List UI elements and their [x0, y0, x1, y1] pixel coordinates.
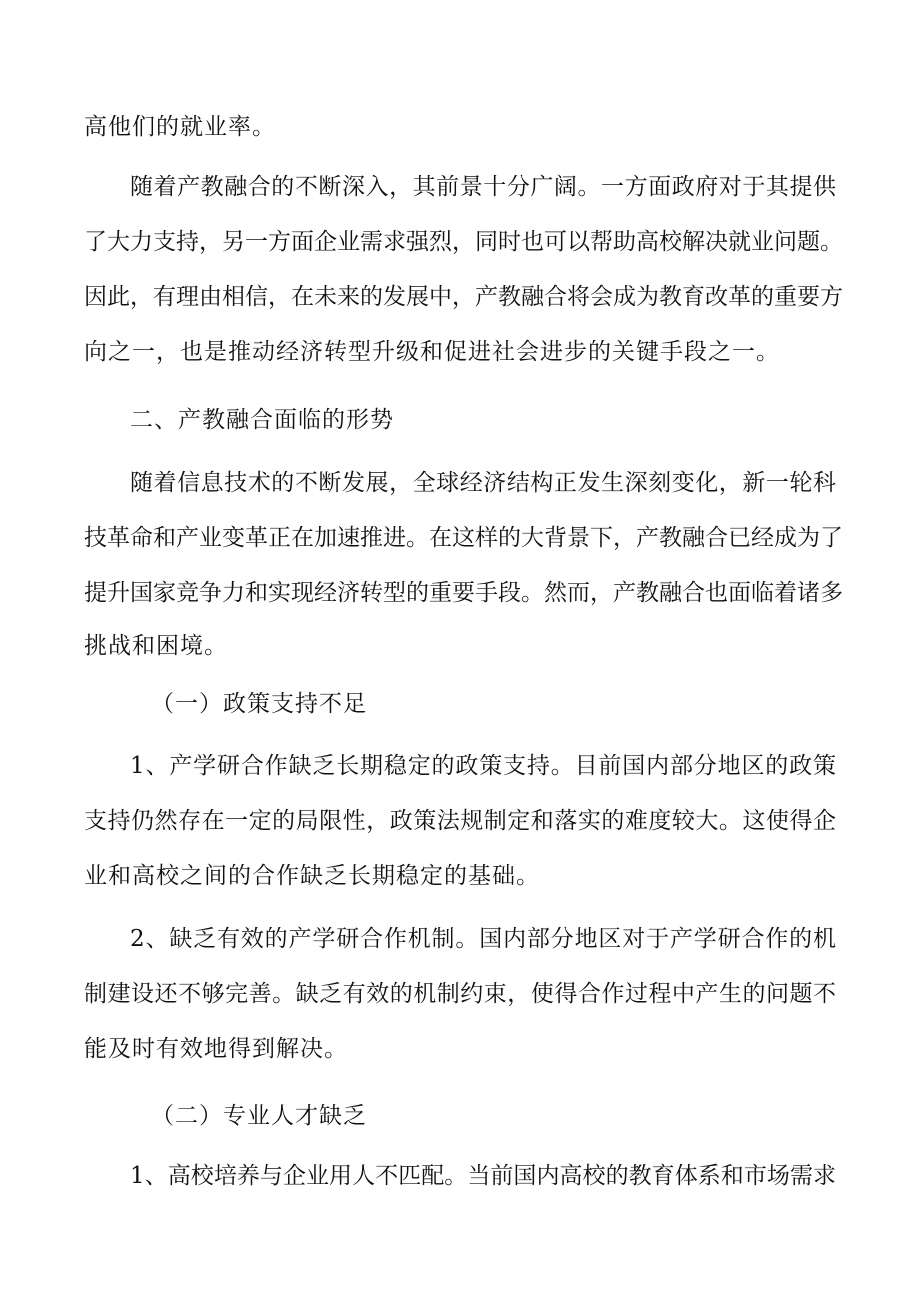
paragraph-line: 1、高校培养与企业用人不匹配。当前国内高校的教育体系和市场需求	[130, 1163, 836, 1189]
paragraph-line: 技革命和产业变革正在加速推进。在这样的大背景下，产教融合已经成为了	[84, 525, 843, 551]
paragraph-line: 向之一，也是推动经济转型升级和促进社会进步的关键手段之一。	[84, 339, 780, 365]
paragraph-line: 随着产教融合的不断深入，其前景十分广阔。一方面政府对于其提供	[130, 174, 836, 200]
paragraph-line: 能及时有效地得到解决。	[84, 1036, 348, 1062]
paragraph-line: 高他们的就业率。	[84, 114, 276, 140]
subsection-heading: （二）专业人才缺乏	[151, 1103, 367, 1129]
paragraph-line: 提升国家竞争力和实现经济转型的重要手段。然而，产教融合也面临着诸多	[84, 580, 843, 606]
paragraph-line: 因此，有理由相信，在未来的发展中，产教融合将会成为教育改革的重要方	[84, 284, 843, 310]
paragraph-line: 1、产学研合作缺乏长期稳定的政策支持。目前国内部分地区的政策	[130, 753, 836, 779]
paragraph-line: 业和高校之间的合作缺乏长期稳定的基础。	[84, 863, 540, 889]
subsection-heading: （一）政策支持不足	[151, 691, 367, 717]
paragraph-line: 了大力支持，另一方面企业需求强烈，同时也可以帮助高校解决就业问题。	[84, 229, 843, 255]
paragraph-line: 支持仍然存在一定的局限性，政策法规制定和落实的难度较大。这使得企	[84, 808, 836, 834]
paragraph-line: 挑战和困境。	[84, 633, 228, 659]
paragraph-line: 2、缺乏有效的产学研合作机制。国内部分地区对于产学研合作的机	[130, 926, 836, 952]
paragraph-line: 制建设还不够完善。缺乏有效的机制约束，使得合作过程中产生的问题不	[84, 981, 836, 1007]
paragraph-line: 随着信息技术的不断发展，全球经济结构正发生深刻变化，新一轮科	[130, 470, 836, 496]
section-heading: 二、产教融合面临的形势	[130, 407, 394, 433]
